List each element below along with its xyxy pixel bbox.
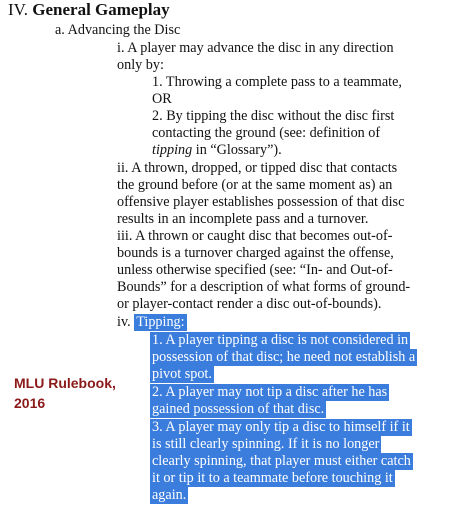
rule-ii-line: ii. A thrown, dropped, or tipped disc that contacts: [117, 160, 398, 176]
rule-iv-item-line[interactable]: 2. A player may not tip a disc after he has: [152, 384, 388, 400]
source-label-line: 2016: [14, 395, 46, 411]
rule-iii-line: or player-contact render a disc out-of-bounds).: [117, 296, 382, 312]
source-label: [14, 373, 116, 413]
rule-ii-line: the ground before (or at the same moment as) an: [117, 177, 393, 193]
rule-iv-heading: [117, 314, 187, 331]
rule-iii-line: Bounds” for a description of what forms of ground-: [117, 279, 411, 295]
rule-i-item-line: OR: [152, 91, 172, 107]
tipping-term: tipping: [152, 142, 193, 158]
rule-i-item-line: 2. By tipping the disc without the disc first: [152, 108, 395, 124]
rule-ii-line: offensive player establishes possession of that disc: [117, 194, 405, 210]
rule-iv-numeral: iv.: [117, 314, 135, 330]
subsection-heading: a. Advancing the Disc: [55, 22, 181, 38]
rule-iii-line: unless otherwise specified (see: “In- and Out-of-: [117, 262, 393, 278]
rule-iv-item-line[interactable]: pivot spot.: [152, 366, 212, 382]
section-heading: [8, 0, 170, 20]
rule-i-line: i. A player may advance the disc in any direction: [117, 40, 394, 56]
rule-iv-item-line[interactable]: possession of that disc; he need not establish a: [152, 349, 416, 365]
rule-iv-item-line[interactable]: 3. A player may only tip a disc to himself if it: [152, 419, 410, 435]
rule-i-item-line: [152, 142, 282, 159]
source-label-line: MLU Rulebook,: [14, 375, 116, 391]
rule-iii-line: iii. A thrown or caught disc that becomes out-of-: [117, 228, 393, 244]
rule-iv-item-line[interactable]: gained possession of that disc.: [152, 401, 325, 417]
rule-iv-item-line[interactable]: it or tip it to a teammate before touching it: [152, 470, 393, 486]
rule-i-item-line: contacting the ground (see: definition of: [152, 125, 381, 141]
rule-iv-item-line[interactable]: 1. A player tipping a disc is not considered in: [152, 332, 409, 348]
rule-iv-item-line[interactable]: is still clearly spinning. If it is no longer: [152, 436, 380, 452]
rule-ii-line: results in an incomplete pass and a turnover.: [117, 211, 369, 227]
rule-i-item-text: in “Glossary”).: [192, 142, 282, 158]
rule-iv-title-selected[interactable]: Tipping:: [136, 314, 185, 330]
rule-i-line: only by:: [117, 57, 164, 73]
rule-iv-item-line[interactable]: again.: [152, 487, 187, 503]
section-title: General Gameplay: [32, 0, 170, 19]
rule-iii-line: bounds is a turnover charged against the offense,: [117, 245, 394, 261]
rule-iv-item-line[interactable]: clearly spinning, that player must either catch: [152, 453, 411, 469]
section-number: IV.: [8, 0, 28, 19]
rule-i-item-line: 1. Throwing a complete pass to a teammate,: [152, 74, 402, 90]
